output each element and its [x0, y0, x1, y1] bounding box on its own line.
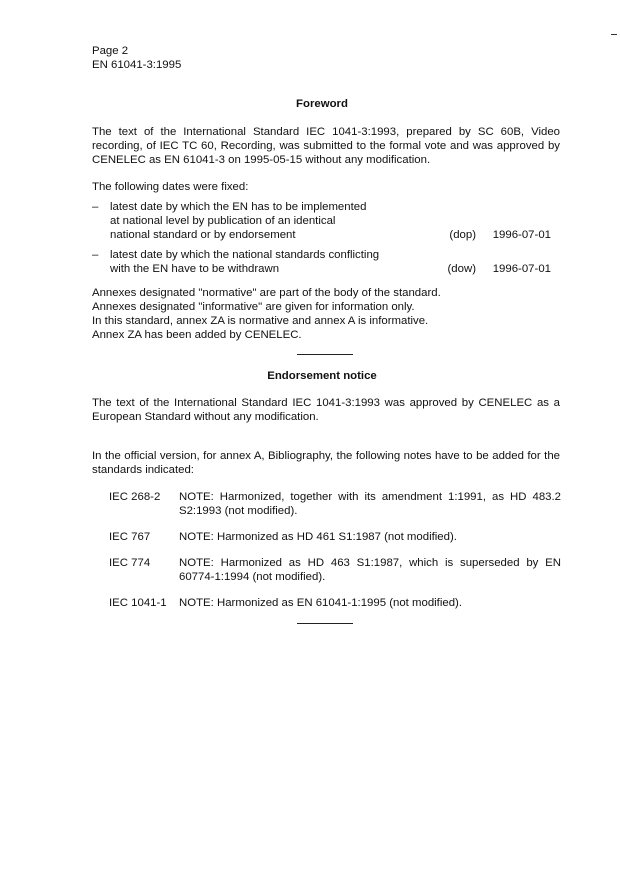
notes-list	[109, 490, 561, 622]
note-row	[109, 490, 561, 518]
annex-line: In this standard, annex ZA is normative and annex A is informative.	[92, 315, 429, 327]
note-row	[109, 530, 561, 544]
section-divider	[297, 354, 353, 355]
standard-ref: IEC 767	[109, 531, 151, 543]
corner-mark	[611, 34, 617, 35]
date-code: (dop)	[449, 229, 476, 241]
annex-line: Annexes designated "normative" are part of the body of the standard.	[92, 287, 441, 299]
page-number: Page 2	[92, 45, 129, 57]
annex-line: Annex ZA has been added by CENELEC.	[92, 329, 302, 341]
standard-ref: IEC 1041-1	[109, 597, 167, 609]
date-item-line: national standard or by endorsement	[110, 229, 296, 241]
date-item-line: at national level by publication of an identical	[110, 215, 336, 227]
list-dash: –	[92, 201, 99, 213]
bibliography-intro: In the official version, for annex A, Bibliography, the following notes have to be added for the standards indicated:	[92, 450, 560, 476]
endorsement-heading: Endorsement notice	[267, 370, 377, 382]
foreword-heading: Foreword	[296, 98, 348, 110]
note-text: NOTE: Harmonized as HD 461 S1:1987 (not modified).	[179, 531, 457, 543]
list-dash: –	[92, 249, 99, 261]
endorsement-paragraph: The text of the International Standard IEC 1041-3:1993 was approved by CENELEC as a European Standard without any modification.	[92, 397, 560, 423]
note-row	[109, 596, 561, 610]
standard-ref: IEC 774	[109, 557, 151, 569]
annex-line: Annexes designated "informative" are given for information only.	[92, 301, 415, 313]
document-id: EN 61041-3:1995	[92, 59, 182, 71]
date-item-dop	[92, 200, 560, 242]
date-code: (dow)	[447, 263, 476, 275]
date-item-line: with the EN have to be withdrawn	[110, 263, 280, 275]
section-divider	[297, 623, 353, 624]
note-row	[109, 556, 561, 584]
date-item-line: latest date by which the EN has to be implemented	[110, 201, 367, 213]
date-item-line: latest date by which the national standards conflicting	[110, 249, 380, 261]
dates-intro: The following dates were fixed:	[92, 181, 249, 193]
annex-notes	[92, 286, 560, 342]
date-value: 1996-07-01	[492, 229, 551, 241]
date-item-dow	[92, 248, 560, 276]
dates-list	[92, 200, 560, 282]
standard-ref: IEC 268-2	[109, 491, 161, 503]
note-text: NOTE: Harmonized as EN 61041-1:1995 (not modified).	[179, 597, 463, 609]
page-header	[92, 44, 181, 72]
note-text: NOTE: Harmonized, together with its amendment 1:1991, as HD 483.2 S2:1993 (not modified).	[179, 491, 561, 517]
note-text: NOTE: Harmonized as HD 463 S1:1987, which is superseded by EN 60774-1:1994 (not modified).	[179, 557, 561, 583]
foreword-paragraph: The text of the International Standard IEC 1041-3:1993, prepared by SC 60B, Video recording, of IEC TC 60, Recording, was submitted to the formal vote and was approved by CENELEC as EN 61041-3 on 1995-05-15 without any modification.	[92, 126, 560, 166]
date-value: 1996-07-01	[492, 263, 551, 275]
